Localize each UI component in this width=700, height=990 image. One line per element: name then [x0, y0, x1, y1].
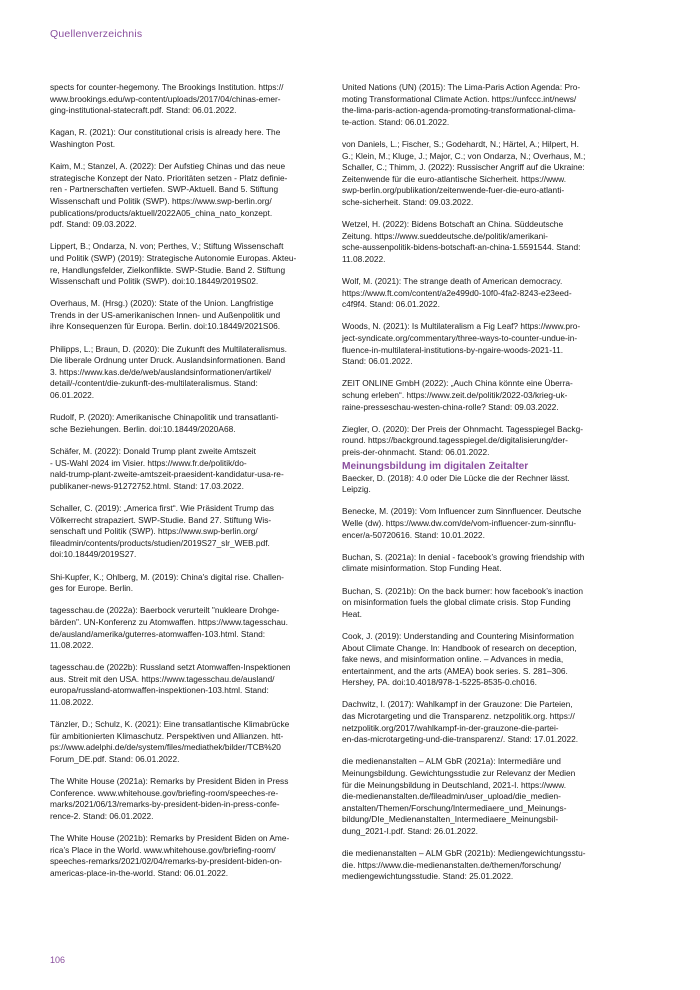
- reference-entry: Philipps, L.; Braun, D. (2020): Die Zukunft des Multilateralismus. Die liberale Ordnung unter Druck. Auslandsinformationen. Band 3. https://www.kas.de/de/web/auslandsinformationen/artikel/ detail/-/content/die-zukunft-des-multilateralismus. Stand: 06.01.2022.: [50, 343, 287, 401]
- page-number: 106: [50, 955, 66, 965]
- reference-entry: Lippert, B.; Ondarza, N. von; Perthes, V.; Stiftung Wissenschaft und Politik (SWP) (2019): Strategische Autonomie Europas. Akteu- re, Handlungsfelder, Zielkonflikte. SWP-Studie. Band 2. Stiftung Wissenschaft und Politik (SWP). doi:10.18449/2019S02.: [50, 241, 297, 287]
- reference-entry: tagesschau.de (2022a): Baerbock verurteilt "nukleare Drohge- bärden". UN-Konferenz zu Atomwaffen. https://www.tagesschau. de/ausland/amerika/guterres-atomwaffen-103.html. Stand: 11.08.2022.: [50, 605, 288, 651]
- reference-entry: spects for counter-hegemony. The Brookings Institution. https:// www.brookings.edu/wp-content/uploads/2017/04/chinas-emer- ging-institutional-statecraft.pdf. Stand: 06.01.2022.: [50, 82, 284, 116]
- reference-entry: The White House (2021a): Remarks by President Biden in Press Conference. www.whitehouse.gov/briefing-room/speeches-re- marks/2021/06/13/remarks-by-president-biden-in-press-confe- rence-2. Stand: 06.01.2022.: [50, 776, 289, 821]
- reference-entry: Wetzel, H. (2022): Bidens Botschaft an China. Süddeutsche Zeitung. https://www.sueddeutsche.de/politik/amerikani- sche-aussenpolitik-bidens-botschaft-an-china-1.5591544. Stand: 11.08.2022.: [342, 219, 581, 264]
- reference-entry: Buchan, S. (2021b): On the back burner: how facebook’s inaction on misinformation fuels the global climate crisis. Stop Funding Heat.: [342, 585, 584, 619]
- reference-entry: Rudolf, P. (2020): Amerikanische Chinapolitik und transatlanti- sche Beziehungen. Berlin. doi:10.18449/2020A68.: [50, 412, 279, 434]
- reference-entry: Ziegler, O. (2020): Der Preis der Ohnmacht. Tagesspiegel Backg- round. https://background.tagesspiegel.de/digitalisierung/der- preis-der-ohnmacht. Stand: 06.01.2022.: [342, 423, 583, 457]
- reference-entry: die medienanstalten – ALM GbR (2021a): Intermediäre und Meinungsbildung. Gewichtungsstudie zur Relevanz der Medien für die Meinungsbildung in Deutschland, 2021-I. https://www. die-medienanstalten.de/fileadmin/user_upload/die_medien- anstalten/Themen/Forschung/Intermediaere_und_Meinungs- bildung/DIe_Medienanstalten_Intermediaere_Meinungsbil- dung_2021-I.pdf. Stand: 26.01.2022.: [342, 756, 576, 836]
- reference-entry: Benecke, M. (2019): Vom Influencer zum Sinnfluencer. Deutsche Welle (dw). https://www.dw.com/de/vom-influencer-zum-sinnflu- encer/a-50720616. Stand: 10.01.2022.: [342, 506, 582, 540]
- running-header: Quellenverzeichnis: [50, 28, 143, 40]
- reference-entry: die medienanstalten – ALM GbR (2021b): Mediengewichtungsstu- die. https://www.die-medienanstalten.de/themen/forschung/ mediengewichtungsstudie. Stand: 25.01.2022.: [342, 848, 586, 882]
- reference-entry: Cook, J. (2019): Understanding and Countering Misinformation About Climate Change. In: Handbook of research on deception, fake news, and misinformation online. – Advances in media, entertainment, and the arts (AMEA) book series. S. 281–306. Hershey, PA. doi:10.4018/978-1-5225-8535-0.ch016.: [342, 630, 577, 688]
- reference-entry: Shi-Kupfer, K.; Ohlberg, M. (2019): China's digital rise. Challen- ges for Europe. Berlin.: [50, 571, 284, 594]
- reference-entry: Dachwitz, I. (2017): Wahlkampf in der Grauzone: Die Parteien, das Microtargeting und die Transparenz. netzpolitik.org. https:// netzpolitik.org/2017/wahlkampf-in-der-grauzone-die-partei- en-das-microtargeting-und-die-transparenz/. Stand: 17.01.2022.: [342, 699, 579, 745]
- reference-entry: Kagan, R. (2021): Our constitutional crisis is already here. The Washington Post.: [50, 127, 281, 149]
- reference-entry: Buchan, S. (2021a): In denial - facebook’s growing friendship with climate misinformation. Stop Funding Heat.: [342, 551, 585, 574]
- reference-entry: Overhaus, M. (Hrsg.) (2020): State of the Union. Langfristige Trends in der US-amerikanischen Innen- und Außenpolitik und ihre Konsequenzen für Europa. Berlin. doi:10.18449/2021S06.: [50, 298, 281, 332]
- right-column: [342, 82, 614, 883]
- section-heading: Meinungsbildung im digitalen Zeitalter: [342, 460, 529, 472]
- reference-entry: Wolf, M. (2021): The strange death of American democracy. https://www.ft.com/content/a2e499d0-10f0-4fa2-8243-e23eed- c4f9f4. Stand: 06.01.2022.: [342, 276, 572, 310]
- reference-entry: Woods, N. (2021): Is Multilateralism a Fig Leaf? https://www.pro- ject-syndicate.org/commentary/three-ways-to-counter-undue-in- fluence-in-multilateral-institutions-by-ngaire-woods-2021-11. Stand: 06.01.2022.: [342, 321, 581, 367]
- left-column: [50, 82, 322, 880]
- reference-entry: Tänzler, D.; Schulz, K. (2021): Eine transatlantische Klimabrücke für ambitionierten Klimaschutz. Perspektiven und Allianzen. htt- ps://www.adelphi.de/de/system/files/mediathek/bilder/TCB%20 Forum_DE.pdf. Stand: 06.01.2022.: [50, 719, 290, 765]
- reference-entry: von Daniels, L.; Fischer, S.; Godehardt, N.; Härtel, A.; Hilpert, H. G.; Klein, M.; Kluge, J.; Major, C.; von Ondarza, N.; Overhaus, M.; Schaller, C.; Thimm, J. (2022): Russischer Angriff auf die Ukraine: Zeitenwende für die euro-atlantische Sicherheit. https://www. swp-berlin.org/publikation/zeitenwende-fuer-die-euro-atlanti- sche-sicherheit. Stand: 09.03.2022.: [342, 138, 586, 207]
- reference-entry: tagesschau.de (2022b): Russland setzt Atomwaffen-Inspektionen aus. Streit mit den USA. https://www.tagesschau.de/ausland/ europa/russland-atomwaffen-inspektionen-103.html. Stand: 11.08.2022.: [50, 662, 291, 708]
- reference-entry: The White House (2021b): Remarks by President Biden on Ame- rica’s Place in the World. www.whitehouse.gov/briefing-room/ speeches-remarks/2021/02/04/remarks-by-president-biden-on- americas-place-in-the-world. Stand: 06.01.2022.: [50, 833, 290, 878]
- reference-group-top: [342, 82, 614, 459]
- reference-entry: Schäfer, M. (2022): Donald Trump plant zweite Amtszeit - US-Wahl 2024 im Visier. https://www.fr.de/politik/do- nald-trump-plant-zweite-amtszeit-praesident-kandidatur-usa-re- publikaner-news-91272752.html. Stand: 17.03.2022.: [50, 446, 284, 491]
- reference-group-section: [342, 473, 614, 883]
- reference-entry: ZEIT ONLINE GmbH (2022): „Auch China könnte eine Überra- schung erleben“. https://www.zeit.de/politik/2022-03/krieg-uk- raine-presseschau-westen-china-rolle? Stand: 09.03.2022.: [342, 378, 573, 412]
- reference-entry: Kaim, M.; Stanzel, A. (2022): Der Aufstieg Chinas und das neue strategische Konzept der Nato. Prioritäten setzen - Platz definie- ren - Partnerschaften vertiefen. SWP-Aktuell. Band 5. Stiftung Wissenschaft und Politik (SWP). https://www.swp-berlin.org/ publications/products/aktuell/2022A05_china_nato_konzept. pdf. Stand: 09.03.2022.: [50, 161, 288, 230]
- reference-entry: Baecker, D. (2018): 4.0 oder Die Lücke die der Rechner lässt. Leipzig.: [342, 472, 570, 495]
- reference-entry: United Nations (UN) (2015): The Lima-Paris Action Agenda: Pro- moting Transformational Climate Action. https://unfccc.int/news/ the-lima-paris-action-agenda-promoting-transformational-clima- te-action. Stand: 06.01.2022.: [342, 82, 581, 127]
- reference-entry: Schaller, C. (2019): „America first“. Wie Präsident Trump das Völkerrecht strapaziert. SWP-Studie. Band 27. Stiftung Wis- senschaft und Politik (SWP). https://www.swp-berlin.org/ fileadmin/contents/products/studien/2019S27_slr_WEB.pdf. doi:10.18449/2019S27.: [50, 502, 274, 560]
